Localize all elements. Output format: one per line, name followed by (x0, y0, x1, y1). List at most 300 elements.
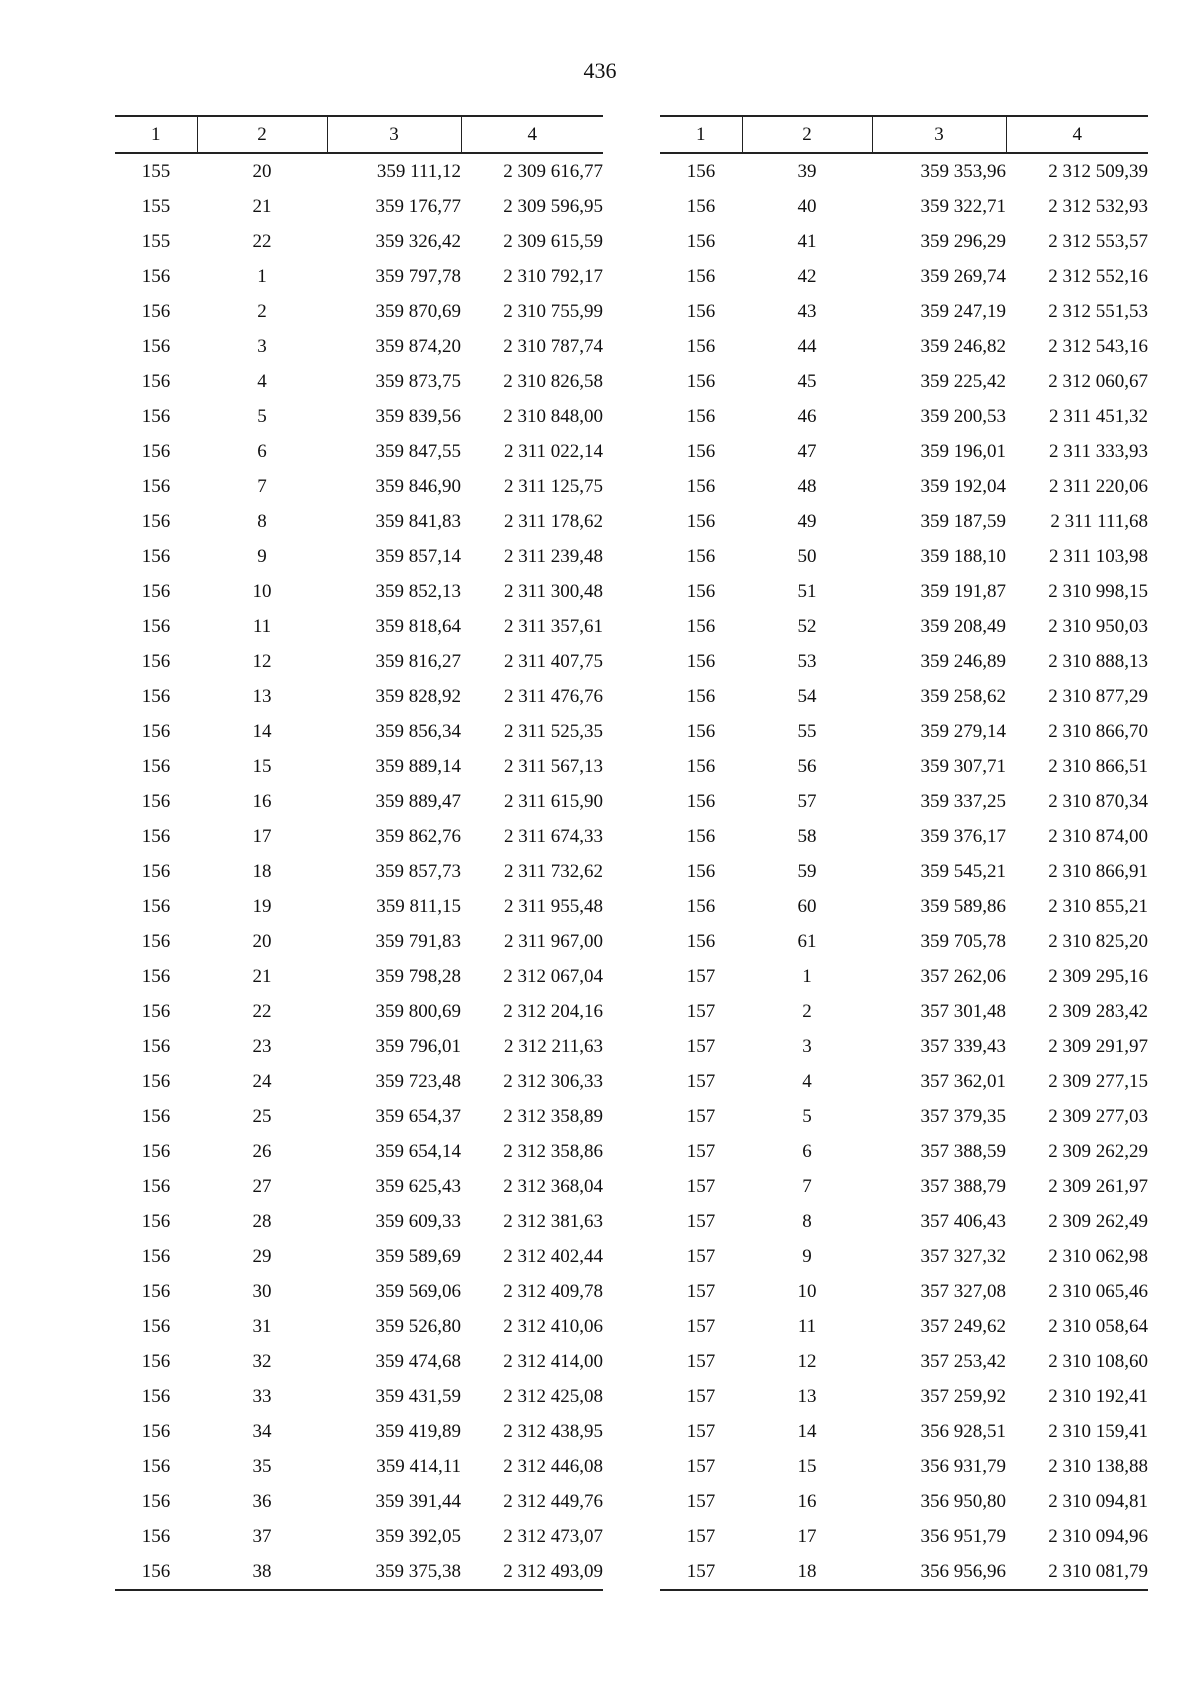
table-cell-col-1: 156 (141, 685, 171, 707)
table-row (660, 1379, 1148, 1414)
table-cell-col-4: 2 312 409,78 (503, 1280, 603, 1302)
table-cell-col-1: 156 (686, 860, 716, 882)
table-cell-col-4: 2 310 855,21 (1048, 895, 1148, 917)
table-cell-col-2: 31 (252, 1315, 272, 1337)
table-cell-col-3: 359 269,74 (920, 265, 1006, 287)
table-cell-col-2: 12 (797, 1350, 817, 1372)
table-row (115, 1029, 603, 1064)
table-cell-col-2: 13 (797, 1385, 817, 1407)
table-cell-col-3: 356 931,79 (920, 1455, 1006, 1477)
table-cell-col-4: 2 309 283,42 (1048, 1000, 1148, 1022)
table-cell-col-3: 357 259,92 (920, 1385, 1006, 1407)
table-cell-col-3: 359 796,01 (375, 1035, 461, 1057)
table-row (660, 1554, 1148, 1590)
table-row (660, 259, 1148, 294)
table-cell-col-2: 1 (257, 265, 267, 287)
table-cell-col-4: 2 312 368,04 (503, 1175, 603, 1197)
table-cell-col-2: 15 (797, 1455, 817, 1477)
table-cell-col-2: 18 (742, 1554, 872, 1590)
table-cell-col-1: 157 (686, 1315, 716, 1337)
table-cell-col-2: 9 (257, 545, 267, 567)
table-cell-col-4: 2 312 473,07 (503, 1525, 603, 1547)
table-row (115, 1134, 603, 1169)
table-cell-col-3: 357 388,59 (920, 1140, 1006, 1162)
table-cell-col-3: 357 362,01 (920, 1070, 1006, 1092)
table-cell-col-4: 2 311 239,48 (503, 545, 603, 567)
table-cell-col-2: 5 (257, 405, 267, 427)
table-cell-col-3: 359 625,43 (375, 1175, 461, 1197)
table-cell-col-1: 157 (686, 1490, 716, 1512)
table-cell-col-2: 16 (797, 1490, 817, 1512)
table-cell-col-4: 2 310 108,60 (1048, 1350, 1148, 1372)
table-cell-col-3: 356 956,96 (872, 1554, 1006, 1590)
table-row (115, 1519, 603, 1554)
table-cell-col-3: 359 376,17 (920, 825, 1006, 847)
table-row (660, 574, 1148, 609)
table-row (115, 1204, 603, 1239)
table-cell-col-1: 156 (686, 230, 716, 252)
table-cell-col-1: 157 (686, 1420, 716, 1442)
table-cell-col-2: 6 (257, 440, 267, 462)
table-cell-col-1: 156 (141, 475, 171, 497)
table-cell-col-1: 156 (141, 300, 171, 322)
table-cell-col-4: 2 312 543,16 (1048, 335, 1148, 357)
table-cell-col-3: 359 208,49 (920, 615, 1006, 637)
table-cell-col-4: 2 311 955,48 (503, 895, 603, 917)
table-cell-col-4: 2 311 300,48 (503, 580, 603, 602)
table-row (660, 609, 1148, 644)
table-cell-col-4: 2 312 532,93 (1048, 195, 1148, 217)
table-row (115, 1309, 603, 1344)
table-cell-col-1: 156 (141, 1420, 171, 1442)
table-cell-col-2: 11 (252, 615, 272, 637)
table-row (115, 574, 603, 609)
table-cell-col-2: 55 (797, 720, 817, 742)
table-row (660, 714, 1148, 749)
table-cell-col-1: 156 (686, 720, 716, 742)
table-cell-col-1: 156 (686, 790, 716, 812)
table-cell-col-2: 14 (252, 720, 272, 742)
table-cell-col-3: 359 654,37 (375, 1105, 461, 1127)
table-cell-col-2: 42 (797, 265, 817, 287)
table-cell-col-2: 23 (252, 1035, 272, 1057)
table-cell-col-4: 2 309 277,03 (1048, 1105, 1148, 1127)
table-row (115, 679, 603, 714)
table-cell-col-1: 157 (686, 965, 716, 987)
table-row (115, 749, 603, 784)
table-cell-col-3: 359 589,69 (375, 1245, 461, 1267)
table-cell-col-2: 16 (252, 790, 272, 812)
table-cell-col-2: 10 (252, 580, 272, 602)
table-cell-col-4: 2 311 451,32 (1048, 405, 1148, 427)
table-cell-col-2: 59 (797, 860, 817, 882)
table-row (115, 224, 603, 259)
table-row (660, 784, 1148, 819)
table-row (115, 1344, 603, 1379)
column-header-2: 2 (742, 116, 872, 153)
table-cell-col-3: 359 258,62 (920, 685, 1006, 707)
table-cell-col-2: 29 (252, 1245, 272, 1267)
table-cell-col-2: 33 (252, 1385, 272, 1407)
table-cell-col-3: 359 839,56 (375, 405, 461, 427)
table-row (660, 224, 1148, 259)
table-cell-col-4: 2 310 159,41 (1048, 1420, 1148, 1442)
table-cell-col-3: 356 951,79 (920, 1525, 1006, 1547)
table-cell-col-1: 156 (686, 580, 716, 602)
table-row (115, 189, 603, 224)
table-cell-col-4: 2 311 967,00 (503, 930, 603, 952)
table-header-row (115, 116, 603, 153)
table-cell-col-4: 2 311 022,14 (503, 440, 603, 462)
table-cell-col-3: 359 375,38 (327, 1554, 461, 1590)
table-row (660, 153, 1148, 189)
table-cell-col-3: 359 200,53 (920, 405, 1006, 427)
table-cell-col-2: 15 (252, 755, 272, 777)
table-cell-col-4: 2 312 211,63 (503, 1035, 603, 1057)
table-cell-col-2: 32 (252, 1350, 272, 1372)
table-cell-col-2: 61 (797, 930, 817, 952)
table-cell-col-4: 2 310 081,79 (1006, 1554, 1148, 1590)
table-cell-col-1: 156 (141, 1035, 171, 1057)
table-cell-col-4: 2 310 825,20 (1048, 930, 1148, 952)
table-cell-col-2: 35 (252, 1455, 272, 1477)
table-cell-col-1: 157 (686, 1280, 716, 1302)
table-cell-col-4: 2 310 870,34 (1048, 790, 1148, 812)
table-cell-col-4: 2 312 449,76 (503, 1490, 603, 1512)
table-cell-col-1: 157 (686, 1140, 716, 1162)
table-cell-col-2: 12 (252, 650, 272, 672)
table-row (660, 504, 1148, 539)
table-cell-col-4: 2 310 792,17 (503, 265, 603, 287)
table-row (115, 329, 603, 364)
table-row (115, 609, 603, 644)
table-cell-col-4: 2 309 277,15 (1048, 1070, 1148, 1092)
table-cell-col-2: 50 (797, 545, 817, 567)
table-cell-col-3: 359 246,89 (920, 650, 1006, 672)
table-cell-col-4: 2 310 192,41 (1048, 1385, 1148, 1407)
table-cell-col-2: 38 (197, 1554, 327, 1590)
table-cell-col-1: 155 (141, 195, 171, 217)
table-cell-col-1: 156 (141, 755, 171, 777)
table-cell-col-3: 359 111,12 (376, 160, 461, 182)
table-cell-col-2: 52 (797, 615, 817, 637)
table-cell-col-1: 156 (141, 1490, 171, 1512)
table-cell-col-1: 156 (141, 1140, 171, 1162)
table-cell-col-1: 156 (686, 685, 716, 707)
table-row (660, 924, 1148, 959)
table-cell-col-3: 359 431,59 (375, 1385, 461, 1407)
table-cell-col-2: 11 (797, 1315, 817, 1337)
table-cell-col-1: 157 (686, 1175, 716, 1197)
table-cell-col-1: 155 (141, 230, 171, 252)
table-row (115, 1484, 603, 1519)
table-cell-col-2: 8 (257, 510, 267, 532)
table-cell-col-3: 357 301,48 (920, 1000, 1006, 1022)
table-cell-col-2: 13 (252, 685, 272, 707)
table-cell-col-1: 156 (686, 930, 716, 952)
table-row (115, 469, 603, 504)
table-cell-col-3: 357 339,43 (920, 1035, 1006, 1057)
table-row (660, 469, 1148, 504)
table-cell-col-4: 2 311 111,68 (1050, 510, 1148, 532)
table-cell-col-1: 156 (141, 545, 171, 567)
table-cell-col-4: 2 311 674,33 (503, 825, 603, 847)
table-cell-col-4: 2 310 848,00 (503, 405, 603, 427)
table-cell-col-2: 17 (252, 825, 272, 847)
table-cell-col-2: 21 (252, 195, 272, 217)
table-cell-col-4: 2 312 552,16 (1048, 265, 1148, 287)
table-row (660, 819, 1148, 854)
table-cell-col-4: 2 312 204,16 (503, 1000, 603, 1022)
table-header-row (660, 116, 1148, 153)
table-cell-col-4: 2 310 866,51 (1048, 755, 1148, 777)
table-row (660, 1484, 1148, 1519)
table-cell-col-2: 46 (797, 405, 817, 427)
table-cell-col-3: 356 950,80 (920, 1490, 1006, 1512)
table-cell-col-3: 359 889,14 (375, 755, 461, 777)
table-cell-col-3: 359 818,64 (375, 615, 461, 637)
table-cell-col-4: 2 310 874,00 (1048, 825, 1148, 847)
column-header-3: 3 (872, 116, 1006, 153)
table-cell-col-1: 157 (686, 1070, 716, 1092)
table-cell-col-3: 359 873,75 (375, 370, 461, 392)
table-row (660, 434, 1148, 469)
table-cell-col-3: 359 247,19 (920, 300, 1006, 322)
table-cell-col-3: 359 188,10 (920, 545, 1006, 567)
table-cell-col-3: 359 192,04 (920, 475, 1006, 497)
table-cell-col-2: 24 (252, 1070, 272, 1092)
table-cell-col-3: 359 246,82 (920, 335, 1006, 357)
table-cell-col-3: 359 889,47 (375, 790, 461, 812)
table-cell-col-1: 157 (686, 1455, 716, 1477)
table-cell-col-1: 156 (141, 265, 171, 287)
table-cell-col-3: 359 474,68 (375, 1350, 461, 1372)
table-cell-col-2: 30 (252, 1280, 272, 1302)
table-cell-col-3: 357 379,35 (920, 1105, 1006, 1127)
table-row (115, 259, 603, 294)
table-cell-col-2: 8 (802, 1210, 812, 1232)
column-header-1: 1 (115, 116, 197, 153)
table-cell-col-3: 357 249,62 (920, 1315, 1006, 1337)
table-cell-col-4: 2 312 060,67 (1048, 370, 1148, 392)
table-cell-col-2: 18 (252, 860, 272, 882)
table-row (115, 1274, 603, 1309)
table-cell-col-2: 22 (252, 1000, 272, 1022)
table-cell-col-3: 359 841,83 (375, 510, 461, 532)
table-row (115, 1414, 603, 1449)
table-cell-col-3: 357 388,79 (920, 1175, 1006, 1197)
table-row (660, 539, 1148, 574)
column-header-4: 4 (1006, 116, 1148, 153)
table-cell-col-1: 156 (141, 405, 171, 427)
table-cell-col-1: 156 (686, 825, 716, 847)
table-cell-col-1: 157 (686, 1000, 716, 1022)
table-cell-col-1: 156 (141, 1350, 171, 1372)
table-cell-col-3: 357 253,42 (920, 1350, 1006, 1372)
table-row (660, 644, 1148, 679)
table-cell-col-1: 156 (141, 1175, 171, 1197)
table-cell-col-1: 156 (141, 335, 171, 357)
table-cell-col-3: 357 406,43 (920, 1210, 1006, 1232)
table-cell-col-4: 2 311 103,98 (1048, 545, 1148, 567)
table-cell-col-4: 2 311 525,35 (503, 720, 603, 742)
table-cell-col-4: 2 309 262,49 (1048, 1210, 1148, 1232)
table-cell-col-4: 2 310 826,58 (503, 370, 603, 392)
table-cell-col-2: 7 (802, 1175, 812, 1197)
coordinates-table-right (660, 115, 1148, 1591)
table-row (660, 1029, 1148, 1064)
table-row (660, 364, 1148, 399)
table-cell-col-1: 157 (686, 1035, 716, 1057)
table-row (660, 1309, 1148, 1344)
table-cell-col-4: 2 312 306,33 (503, 1070, 603, 1092)
table-cell-col-2: 27 (252, 1175, 272, 1197)
table-cell-col-2: 9 (802, 1245, 812, 1267)
table-row (115, 889, 603, 924)
table-cell-col-1: 156 (686, 405, 716, 427)
table-cell-col-1: 156 (141, 720, 171, 742)
table-row (660, 749, 1148, 784)
table-cell-col-3: 359 874,20 (375, 335, 461, 357)
table-cell-col-3: 359 846,90 (375, 475, 461, 497)
table-row (660, 994, 1148, 1029)
table-cell-col-4: 2 311 220,06 (1048, 475, 1148, 497)
table-cell-col-1: 157 (686, 1210, 716, 1232)
table-cell-col-4: 2 312 509,39 (1048, 160, 1148, 182)
table-cell-col-1: 156 (686, 510, 716, 532)
table-cell-col-1: 156 (141, 440, 171, 462)
table-row (660, 399, 1148, 434)
table-cell-col-1: 156 (141, 615, 171, 637)
table-cell-col-1: 156 (141, 1245, 171, 1267)
table-cell-col-3: 357 327,32 (920, 1245, 1006, 1267)
table-cell-col-2: 34 (252, 1420, 272, 1442)
table-cell-col-1: 156 (141, 510, 171, 532)
table-cell-col-2: 56 (797, 755, 817, 777)
table-cell-col-2: 21 (252, 965, 272, 987)
table-cell-col-3: 359 307,71 (920, 755, 1006, 777)
table-cell-col-2: 40 (797, 195, 817, 217)
table-cell-col-1: 156 (115, 1554, 197, 1590)
table-cell-col-4: 2 312 438,95 (503, 1420, 603, 1442)
table-cell-col-3: 359 419,89 (375, 1420, 461, 1442)
table-row (660, 1204, 1148, 1239)
table-cell-col-3: 359 654,14 (375, 1140, 461, 1162)
table-cell-col-2: 19 (252, 895, 272, 917)
table-cell-col-3: 359 723,48 (375, 1070, 461, 1092)
table-cell-col-2: 58 (797, 825, 817, 847)
table-cell-col-3: 359 828,92 (375, 685, 461, 707)
table-cell-col-3: 359 337,25 (920, 790, 1006, 812)
table-row (115, 854, 603, 889)
table-cell-col-4: 2 312 551,53 (1048, 300, 1148, 322)
table-cell-col-1: 156 (141, 1105, 171, 1127)
table-cell-col-2: 60 (797, 895, 817, 917)
table-cell-col-2: 2 (257, 300, 267, 322)
table-cell-col-1: 156 (686, 615, 716, 637)
table-cell-col-3: 359 322,71 (920, 195, 1006, 217)
table-cell-col-3: 359 545,21 (920, 860, 1006, 882)
table-cell-col-3: 359 705,78 (920, 930, 1006, 952)
table-cell-col-4: 2 311 567,13 (503, 755, 603, 777)
table-cell-col-1: 155 (141, 160, 171, 182)
table-cell-col-3: 359 791,83 (375, 930, 461, 952)
table-cell-col-1: 156 (686, 440, 716, 462)
table-row (115, 644, 603, 679)
table-cell-col-3: 359 609,33 (375, 1210, 461, 1232)
table-cell-col-1: 156 (141, 790, 171, 812)
table-cell-col-4: 2 309 262,29 (1048, 1140, 1148, 1162)
table-cell-col-2: 14 (797, 1420, 817, 1442)
table-cell-col-4: 2 312 425,08 (503, 1385, 603, 1407)
table-cell-col-4: 2 312 553,57 (1048, 230, 1148, 252)
table-cell-col-4: 2 310 065,46 (1048, 1280, 1148, 1302)
table-cell-col-1: 157 (660, 1554, 742, 1590)
table-row (660, 679, 1148, 714)
table-cell-col-2: 1 (802, 965, 812, 987)
table-cell-col-2: 3 (257, 335, 267, 357)
column-header-3: 3 (327, 116, 461, 153)
table-cell-col-1: 156 (686, 650, 716, 672)
table-cell-col-4: 2 311 407,75 (503, 650, 603, 672)
table-row (660, 1099, 1148, 1134)
table-cell-col-2: 6 (802, 1140, 812, 1162)
table-cell-col-2: 53 (797, 650, 817, 672)
table-row (115, 959, 603, 994)
table-row (660, 889, 1148, 924)
table-cell-col-1: 157 (686, 1105, 716, 1127)
table-row (660, 1414, 1148, 1449)
table-cell-col-2: 20 (252, 160, 272, 182)
table-cell-col-2: 48 (797, 475, 817, 497)
table-cell-col-2: 17 (797, 1525, 817, 1547)
table-row (660, 189, 1148, 224)
table-cell-col-4: 2 310 888,13 (1048, 650, 1148, 672)
table-cell-col-1: 156 (686, 545, 716, 567)
table-cell-col-2: 26 (252, 1140, 272, 1162)
table-cell-col-4: 2 310 787,74 (503, 335, 603, 357)
table-row (660, 294, 1148, 329)
table-cell-col-4: 2 309 291,97 (1048, 1035, 1148, 1057)
table-cell-col-1: 156 (141, 370, 171, 392)
table-cell-col-3: 359 862,76 (375, 825, 461, 847)
table-row (115, 819, 603, 854)
table-cell-col-4: 2 312 414,00 (503, 1350, 603, 1372)
table-cell-col-4: 2 312 402,44 (503, 1245, 603, 1267)
table-cell-col-3: 359 279,14 (920, 720, 1006, 742)
table-cell-col-3: 359 191,87 (920, 580, 1006, 602)
table-cell-col-4: 2 309 616,77 (503, 160, 603, 182)
table-cell-col-3: 359 196,01 (920, 440, 1006, 462)
table-cell-col-4: 2 309 615,59 (503, 230, 603, 252)
table-row (660, 1169, 1148, 1204)
table-row (115, 1064, 603, 1099)
table-cell-col-4: 2 311 476,76 (503, 685, 603, 707)
table-cell-col-2: 37 (252, 1525, 272, 1547)
page-number: 436 (583, 58, 617, 83)
table-cell-col-4: 2 309 261,97 (1048, 1175, 1148, 1197)
table-cell-col-3: 359 816,27 (375, 650, 461, 672)
table-cell-col-1: 156 (141, 1280, 171, 1302)
table-cell-col-1: 156 (141, 1070, 171, 1092)
table-cell-col-1: 156 (141, 1525, 171, 1547)
table-cell-col-4: 2 310 998,15 (1048, 580, 1148, 602)
table-row (115, 153, 603, 189)
table-cell-col-1: 156 (686, 160, 716, 182)
table-cell-col-3: 359 847,55 (375, 440, 461, 462)
table-row (660, 854, 1148, 889)
table-cell-col-4: 2 311 357,61 (503, 615, 603, 637)
